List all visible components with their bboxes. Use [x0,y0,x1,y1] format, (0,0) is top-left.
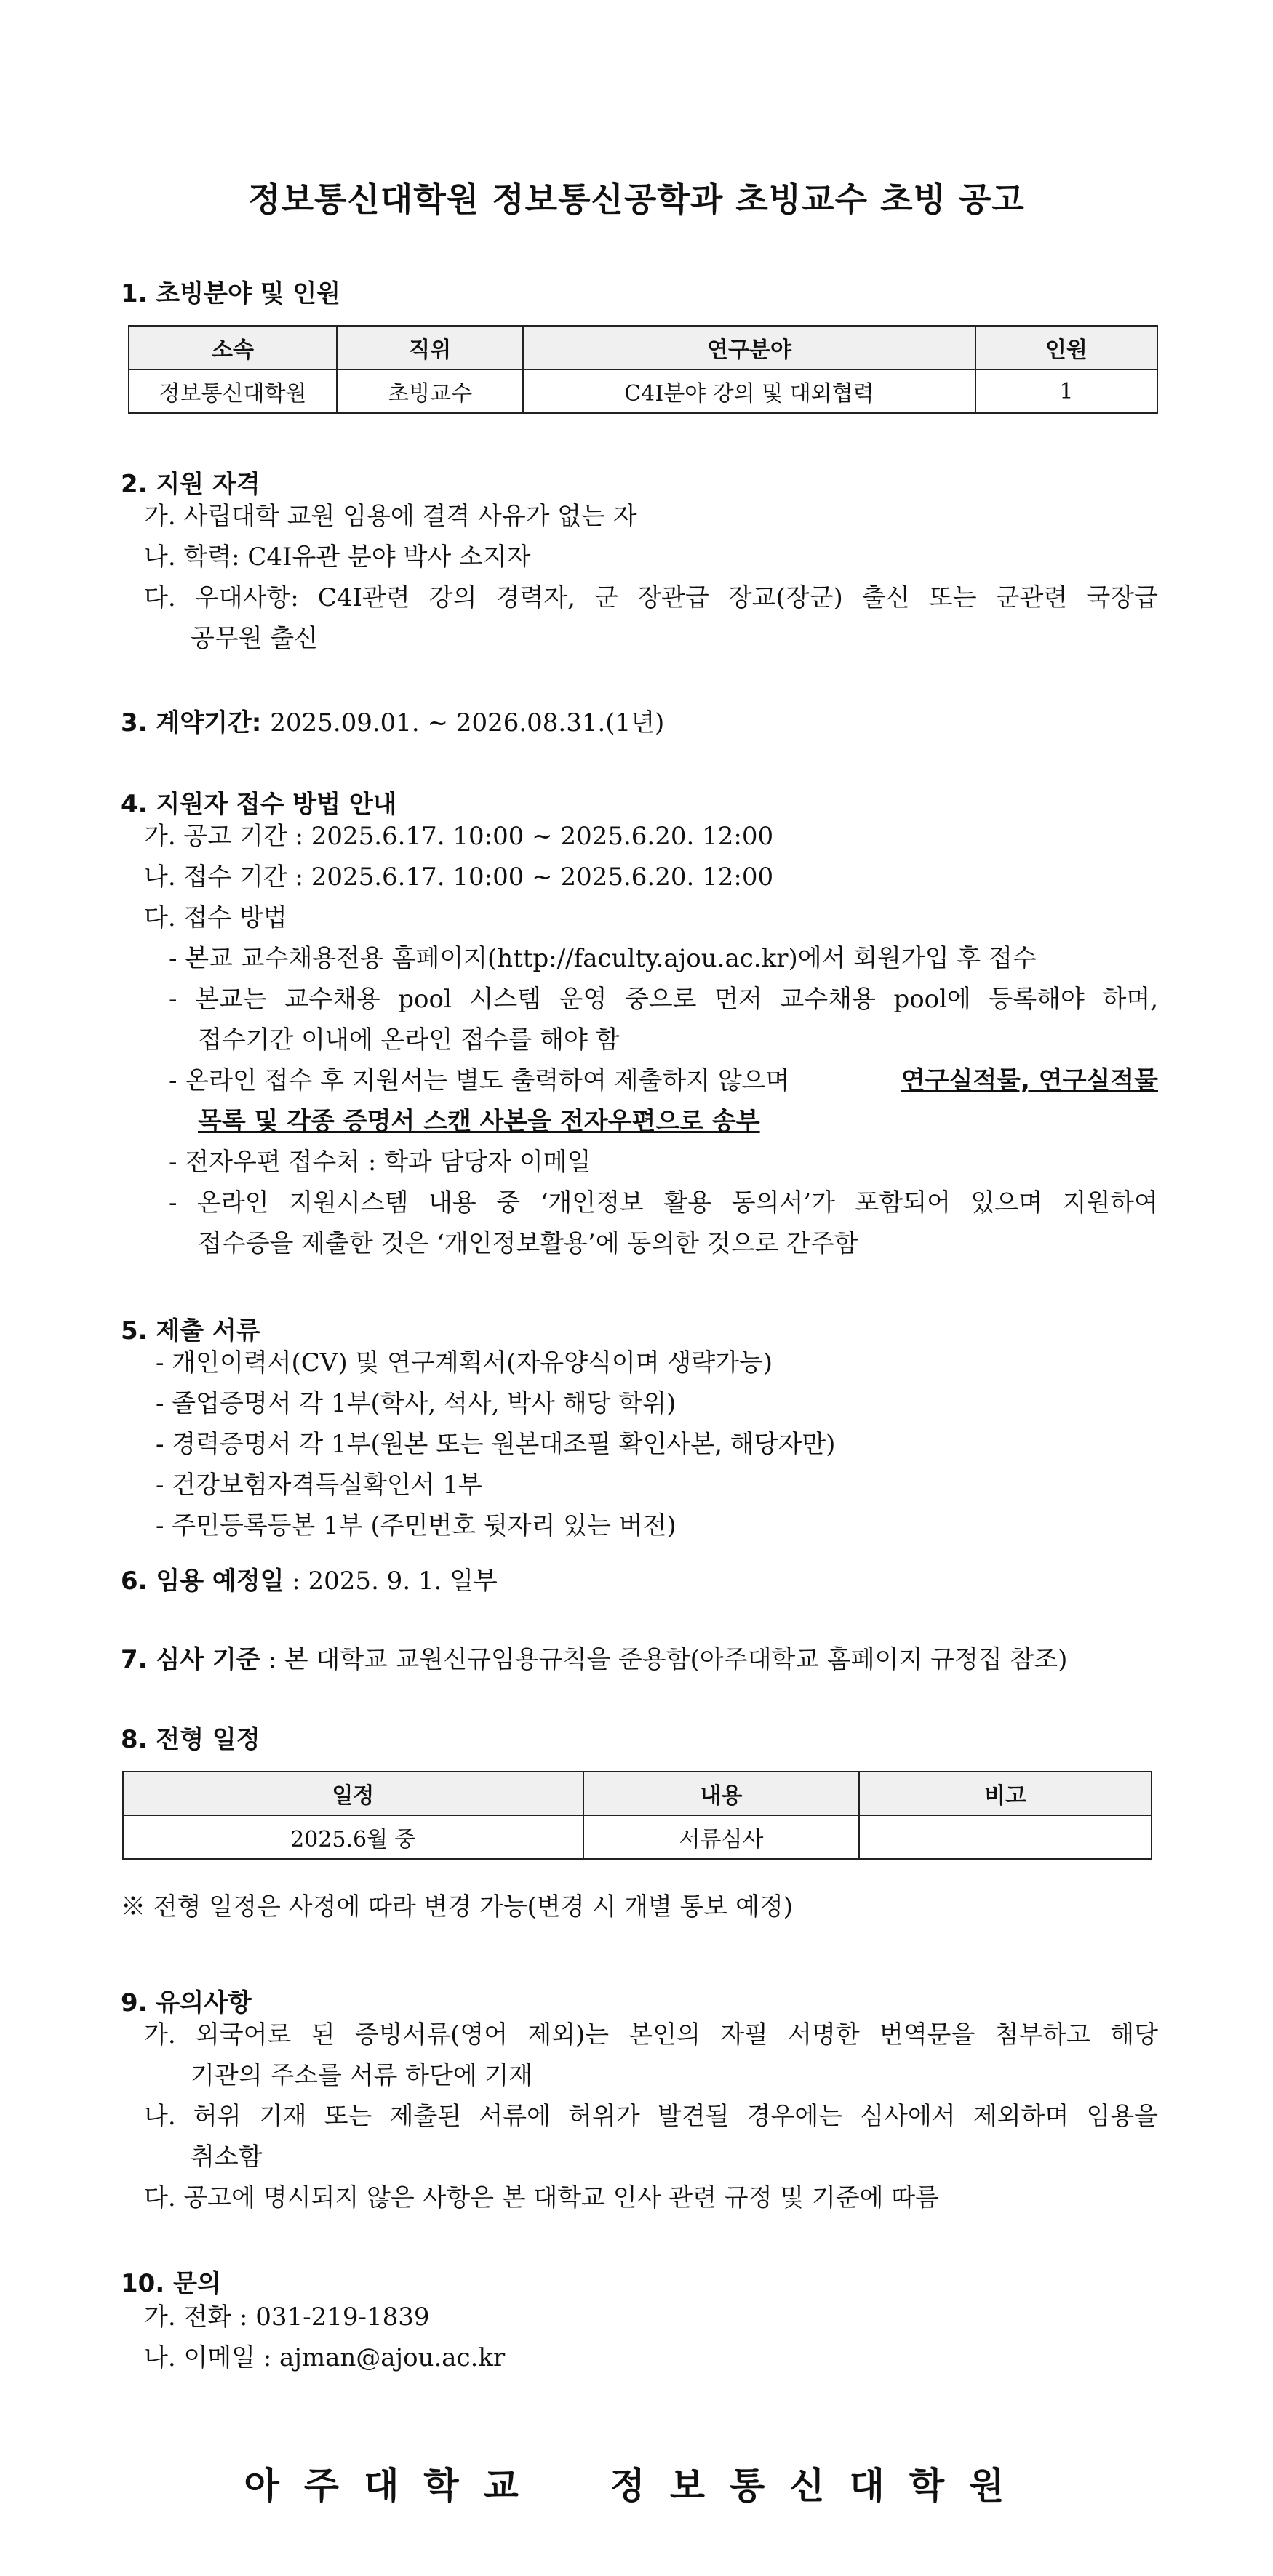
method-item-continued: 접수증을 제출한 것은 ‘개인정보활용’에 동의한 것으로 간주함 [198,1229,858,1258]
notice-item: 나. 허위 기재 또는 제출된 서류에 허위가 발견될 경우에는 심사에서 제외하며 임용을 [144,2102,1158,2131]
review-criteria-label: 7. 심사 기준 [121,1645,260,1674]
cell-research-field: C4I분야 강의 및 대외협력 [523,369,975,413]
cell-remarks [859,1815,1152,1859]
qualification-item: 다. 우대사항: C4I관련 강의 경력자, 군 장관급 장교(장군) 출신 또는 군관련 국장급 [144,583,1158,612]
cell-position: 초빙교수 [337,369,523,413]
qualification-item: 나. 학력: C4I유관 분야 박사 소지자 [144,543,531,572]
col-header-remarks: 비고 [859,1772,1152,1815]
method-item-continued: 접수기간 이내에 온라인 접수를 해야 함 [198,1025,620,1055]
contract-period-value: 2025.09.01. ~ 2026.08.31.(1년) [270,708,665,737]
section-8-heading: 8. 전형 일정 [121,1725,260,1754]
table-header-row [129,326,1157,369]
document-item: - 건강보험자격득실확인서 1부 [156,1471,482,1500]
section-10-heading: 10. 문의 [121,2269,221,2298]
col-header-position: 직위 [337,326,523,369]
method-item [169,1066,1158,1095]
document-item: - 개인이력서(CV) 및 연구계획서(자유양식이며 생략가능) [156,1348,773,1377]
col-header-content: 내용 [583,1772,860,1815]
section-7-heading [121,1639,1067,1675]
section-2-heading: 2. 지원 자격 [121,470,260,499]
cell-headcount: 1 [975,369,1157,413]
document-item: - 경력증명서 각 1부(원본 또는 원본대조필 확인사본, 해당자만) [156,1430,836,1459]
col-header-headcount: 인원 [975,326,1157,369]
section-3-heading [121,703,664,738]
table-row [129,369,1157,413]
col-header-schedule: 일정 [123,1772,583,1815]
table-header-row [123,1772,1152,1815]
emphasis-text: 연구실적물, 연구실적물 [901,1066,1158,1095]
cell-content: 서류심사 [583,1815,860,1859]
review-criteria-value: : 본 대학교 교원신규임용규칙을 준용함(아주대학교 홈페이지 규정집 참조) [260,1645,1068,1674]
section-4-heading: 4. 지원자 접수 방법 안내 [121,790,397,819]
notice-item-continued: 기관의 주소를 서류 하단에 기재 [191,2061,533,2090]
method-item: - 온라인 지원시스템 내용 중 ‘개인정보 활용 동의서’가 포함되어 있으며 지원하여 [169,1188,1158,1217]
notice-item-continued: 취소함 [191,2143,263,2172]
method-item: - 본교 교수채용전용 홈페이지(http://faculty.ajou.ac.kr)에서 회원가입 후 접수 [169,944,1037,973]
appointment-date-label: 6. 임용 예정일 [121,1567,284,1596]
col-header-research-field: 연구분야 [523,326,975,369]
qualification-item: 가. 사립대학 교원 임용에 결격 사유가 없는 자 [144,502,637,531]
cell-affiliation: 정보통신대학원 [129,369,337,413]
application-period: 나. 접수 기간 : 2025.6.17. 10:00 ~ 2025.6.20. 12:00 [144,863,774,892]
page-title: 정보통신대학원 정보통신공학과 초빙교수 초빙 공고 [248,180,1025,219]
contract-period-label: 3. 계약기간: [121,708,262,737]
issuer-signature: 아주대학교 정보통신대학원 [244,2465,1029,2507]
appointment-date-value: : 2025. 9. 1. 일부 [284,1567,498,1596]
notice-period: 가. 공고 기간 : 2025.6.17. 10:00 ~ 2025.6.20. 12:00 [144,822,774,851]
section-1-heading: 1. 초빙분야 및 인원 [121,279,340,308]
notice-item: 가. 외국어로 된 증빙서류(영어 제외)는 본인의 자필 서명한 번역문을 첨부하고 해당 [144,2020,1158,2049]
qualification-item-continued: 공무원 출신 [191,624,319,653]
cell-schedule: 2025.6월 중 [123,1815,583,1859]
application-method-label: 다. 접수 방법 [144,903,287,932]
section-9-heading: 9. 유의사항 [121,1988,252,2017]
schedule-note: ※ 전형 일정은 사정에 따라 변경 가능(변경 시 개별 통보 예정) [121,1892,794,1921]
emphasis-text-continued: 목록 및 각종 증명서 스캔 사본을 전자우편으로 송부 [198,1107,760,1136]
method-item: - 전자우편 접수처 : 학과 담당자 이메일 [169,1148,591,1177]
section-5-heading: 5. 제출 서류 [121,1316,260,1345]
method-item: - 본교는 교수채용 pool 시스템 운영 중으로 먼저 교수채용 pool에 등록해야 하며, [169,985,1158,1014]
recruitment-table [128,325,1158,414]
contact-phone: 가. 전화 : 031-219-1839 [144,2303,430,2332]
table-row [123,1815,1152,1859]
contact-email: 나. 이메일 : ajman@ajou.ac.kr [144,2343,506,2372]
document-item: - 주민등록등본 1부 (주민번호 뒷자리 있는 버전) [156,1511,677,1540]
schedule-table [122,1771,1152,1860]
document-item: - 졸업증명서 각 1부(학사, 석사, 박사 해당 학위) [156,1389,677,1418]
method-item-text: - 온라인 접수 후 지원서는 별도 출력하여 제출하지 않으며 [169,1066,790,1095]
notice-item: 다. 공고에 명시되지 않은 사항은 본 대학교 인사 관련 규정 및 기준에 따름 [144,2183,939,2212]
col-header-affiliation: 소속 [129,326,337,369]
section-6-heading [121,1561,498,1596]
